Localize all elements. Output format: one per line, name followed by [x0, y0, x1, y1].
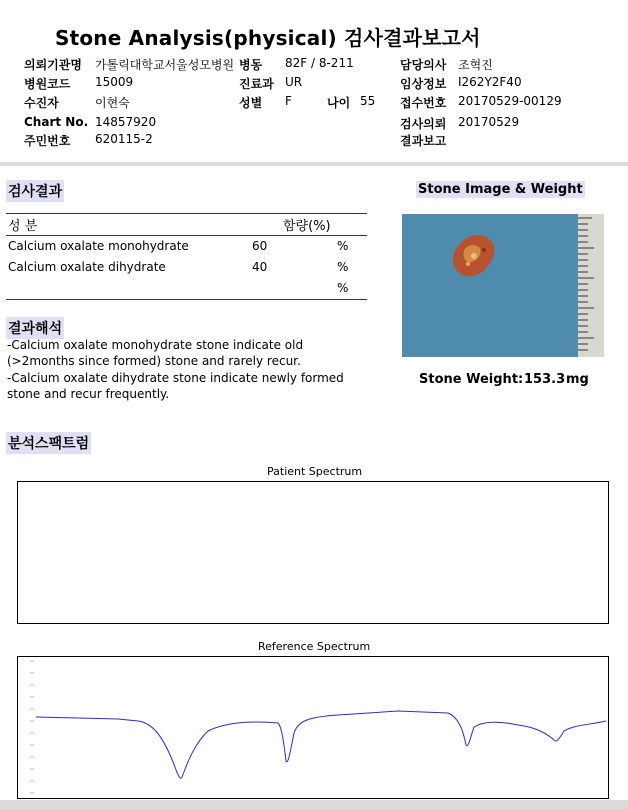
header-label-patient: 수진자 [24, 96, 59, 110]
header-value-patient: 이현숙 [95, 96, 130, 110]
header-label-doctor: 담당의사 [400, 58, 447, 72]
result-row-name: Calcium oxalate monohydrate [8, 239, 189, 253]
result-row-name: Calcium oxalate dihydrate [8, 260, 166, 274]
header-label-hospital-code: 병원코드 [24, 77, 71, 91]
interpretation-line: -Calcium oxalate dihydrate stone indicate newly formed [7, 371, 344, 385]
header-value-request-date: 20170529 [458, 115, 520, 129]
header-label-report-date: 결과보고 [400, 134, 447, 148]
footer-band [0, 800, 628, 809]
interpretation-line: stone and recur frequently. [7, 387, 170, 401]
header-label-accession-no: 접수번호 [400, 96, 447, 110]
results-header-rule [6, 235, 367, 236]
header-value-clinical-info: I262Y2F40 [458, 75, 522, 89]
interpretation-line: (>2months since formed) stone and rarely recur. [7, 354, 301, 368]
header-value-department: UR [285, 75, 303, 89]
header-value-hospital-code: 15009 [95, 75, 134, 89]
header-label-ward: 병동 [239, 58, 263, 72]
stone-section-title: Stone Image & Weight [418, 182, 583, 197]
results-col-amount: 함량(%) [283, 219, 331, 234]
stone-weight-label: Stone Weight: [419, 372, 524, 387]
header-label-chart-no: Chart No. [24, 115, 89, 129]
interpretation-section-title: 결과해석 [6, 317, 64, 339]
header-label-institution: 의뢰기관명 [24, 58, 82, 72]
header-value-sex: F [285, 94, 292, 108]
patient-spectrum-title: Patient Spectrum [267, 465, 363, 478]
header-value-ward: 82F / 8-211 [285, 56, 354, 70]
results-col-component: 성 분 [8, 219, 38, 234]
header-value-age: 55 [360, 94, 376, 108]
reference-spectrum-title: Reference Spectrum [258, 640, 371, 653]
interpretation-line: -Calcium oxalate monohydrate stone indicate old [7, 338, 304, 352]
header-label-clinical-info: 임상정보 [400, 77, 447, 91]
report-title: Stone Analysis(physical) 검사결과보고서 [55, 26, 481, 50]
results-section-title: 검사결과 [6, 180, 64, 202]
header-label-age: 나이 [327, 96, 351, 110]
spectrum-section-title: 분석스팩트럼 [6, 432, 91, 454]
result-row-value: 60 [252, 239, 268, 253]
header-label-request-date: 검사의뢰 [400, 117, 447, 131]
results-bottom-rule [6, 299, 367, 300]
patient-spectrum-chart [17, 481, 609, 624]
result-row-value: 40 [252, 260, 268, 274]
header-label-sex: 성별 [239, 96, 263, 110]
header-value-chart-no: 14857920 [95, 115, 157, 129]
stone-weight-unit: mg [566, 372, 589, 387]
results-top-rule [6, 213, 367, 214]
header-divider [0, 162, 628, 166]
header-value-accession-no: 20170529-00129 [458, 94, 562, 108]
result-row-unit: % [337, 281, 349, 295]
header-value-resident-no: 620115-2 [95, 132, 153, 146]
stone-weight-value: 153.3 [524, 372, 566, 387]
header-value-institution: 가톨릭대학교서울성모병원 [95, 58, 235, 72]
header-label-department: 진료과 [239, 77, 274, 91]
stone-photo [402, 214, 604, 357]
result-row-unit: % [337, 260, 349, 274]
header-value-doctor: 조혁진 [458, 58, 493, 72]
result-row-unit: % [337, 239, 349, 253]
header-label-resident-no: 주민번호 [24, 134, 71, 148]
reference-spectrum-chart [17, 656, 609, 799]
